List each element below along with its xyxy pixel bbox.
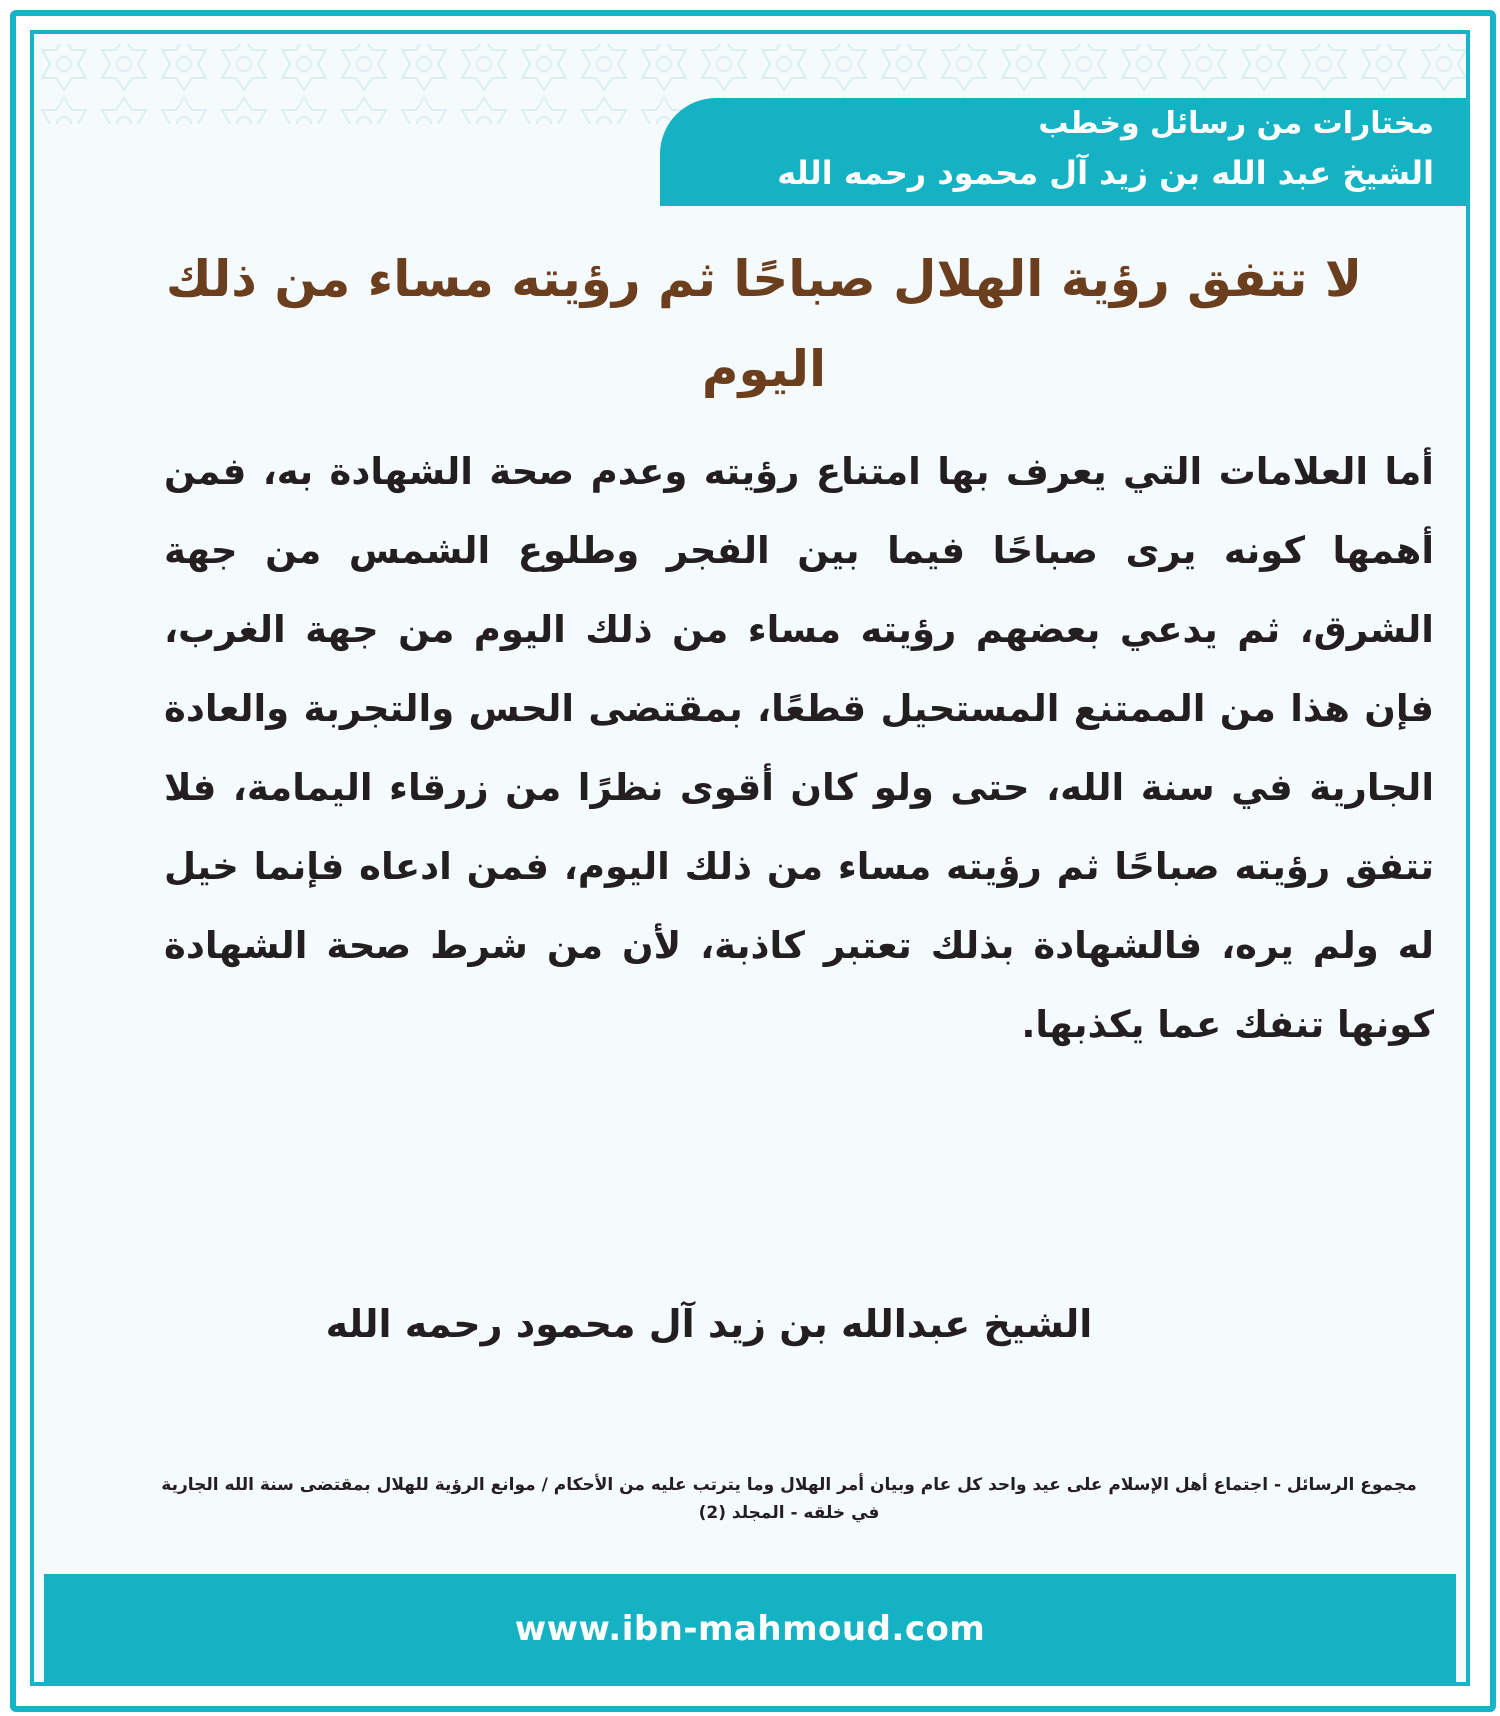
- inner-frame: [30, 30, 1470, 1686]
- source-citation: مجموع الرسائل - اجتماع أهل الإسلام على عيد واحد كل عام وبيان أمر الهلال وما يترتب عليه من الأحكام / موانع الرؤية للهلال بمقتضى سنة الله الجارية في خلقه - المجلد (2): [161, 1475, 1417, 1523]
- article-body: أما العلامات التي يعرف بها امتناع رؤيته وعدم صحة الشهادة به، فمن أهمها كونه يرى صباحًا فيما بين الفجر وطلوع الشمس من جهة الشرق، ثم يدعي بعضهم رؤيته مساء من ذلك اليوم من جهة الغرب، فإن هذا من الممتنع المستحيل قطعًا، بمقتضى الحس والتجربة والعادة الجارية في سنة الله، حتى ولو كان أقوى نظرًا من زرقاء اليمامة، فلا تتفق رؤيته صباحًا ثم رؤيته مساء من ذلك اليوم، فمن ادعاه فإنما خيل له ولم يره، فالشهادة بذلك تعتبر كاذبة، لأن من شرط صحة الشهادة كونها تنفك عما يكذبها.: [164, 450, 1434, 1046]
- header-author-name: الشيخ عبد الله بن زيد آل محمود رحمه الله: [777, 154, 1434, 192]
- website-link[interactable]: www.ibn-mahmoud.com: [514, 1609, 986, 1649]
- header-ribbon: [660, 98, 1466, 206]
- author-signature: الشيخ عبدالله بن زيد آل محمود رحمه الله: [325, 1302, 1093, 1346]
- article-title: لا تتفق رؤية الهلال صباحًا ثم رؤيته مساء من ذلك اليوم: [165, 250, 1363, 398]
- header-series-title: مختارات من رسائل وخطب: [1038, 106, 1434, 141]
- footer-bar: [44, 1574, 1456, 1684]
